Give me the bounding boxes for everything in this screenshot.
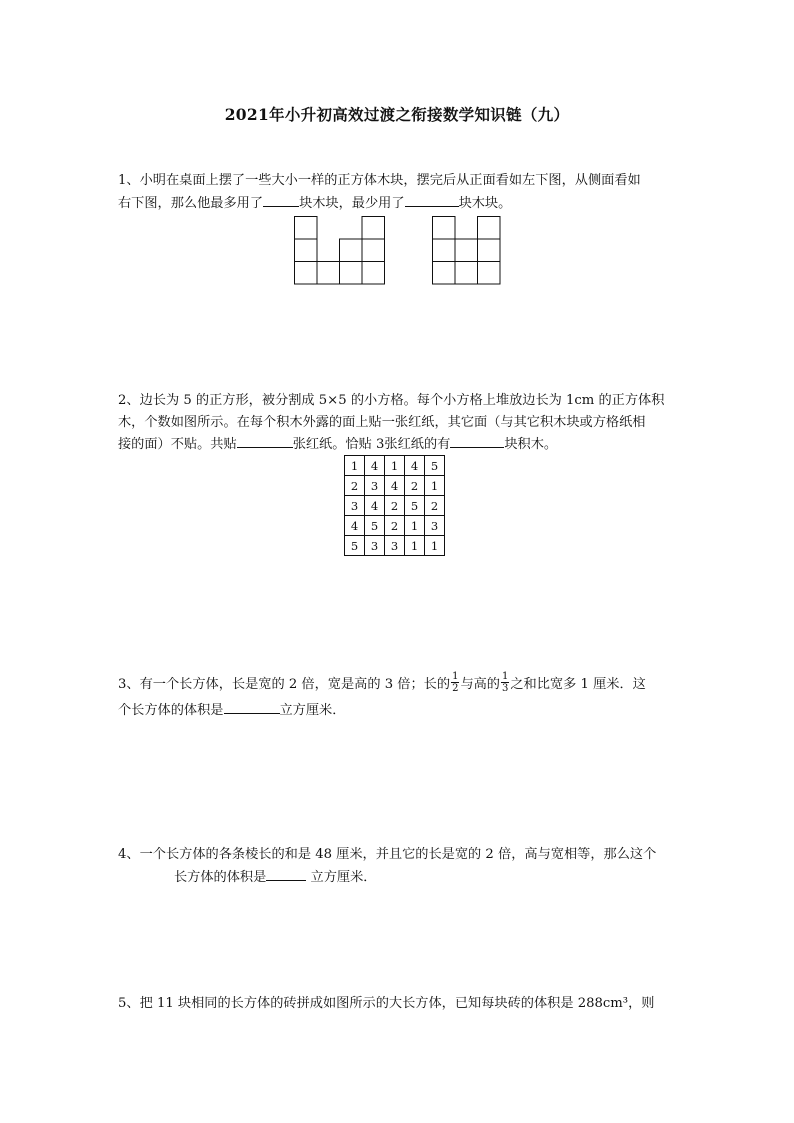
grid-cell: 4 — [405, 456, 425, 476]
grid-cell: 5 — [405, 496, 425, 516]
page-title: 2021年小升初高效过渡之衔接数学知识链（九） — [224, 105, 570, 124]
grid-cell: 2 — [425, 496, 445, 516]
grid-cell: 2 — [385, 496, 405, 516]
grid-row — [345, 456, 445, 476]
grid-row — [345, 536, 445, 556]
front-view-figure — [294, 216, 386, 286]
grid-cell: 4 — [385, 476, 405, 496]
question-3 — [118, 672, 678, 724]
grid-cell: 4 — [365, 496, 385, 516]
question-3-line-2: 个长方体的体积是 立方厘米． — [118, 698, 678, 724]
answer-blank[interactable] — [263, 192, 299, 207]
grid-cell: 3 — [425, 516, 445, 536]
question-4-line-1: 4、一个长方体的各条棱长的和是 48 厘米，并且它的长是宽的 2 倍，高与宽相等，那么这个 — [118, 847, 657, 862]
grid-cell: 1 — [425, 536, 445, 556]
grid-cell: 3 — [385, 536, 405, 556]
question-4-line-2: 长方体的体积是 立方厘米． — [118, 866, 678, 889]
answer-blank[interactable] — [237, 433, 293, 448]
grid-cell: 4 — [345, 516, 365, 536]
question-5 — [118, 993, 678, 1015]
side-view-figure — [432, 216, 502, 286]
grid-cell: 4 — [365, 456, 385, 476]
answer-blank[interactable] — [224, 699, 280, 714]
question-3-line-1: 3、有一个长方体，长是宽的 2 倍，宽是高的 3 倍；长的 $\frac{1}{2}$ 与高的 $\frac{1}{3}$ 之和比宽多 1 厘米．这 — [118, 671, 646, 694]
answer-blank[interactable] — [450, 433, 504, 448]
question-1-line-1: 1、小明在桌面上摆了一些大小一样的正方体木块，摆完后从正面看如左下图，从侧面看如 — [118, 173, 641, 188]
grid-cell: 1 — [345, 456, 365, 476]
grid-row — [345, 496, 445, 516]
grid-row — [345, 516, 445, 536]
grid-cell: 2 — [405, 476, 425, 496]
grid-cell: 1 — [425, 476, 445, 496]
grid-cell: 2 — [385, 516, 405, 536]
question-1 — [118, 170, 678, 214]
grid-cell: 3 — [345, 496, 365, 516]
question-2-line-2: 木，个数如图所示。在每个积木外露的面上贴一张红纸，其它面（与其它积木块或方格纸相 — [118, 414, 646, 430]
grid-row — [345, 476, 445, 496]
grid-cell: 3 — [365, 476, 385, 496]
grid-cell: 3 — [365, 536, 385, 556]
answer-blank[interactable] — [405, 192, 459, 207]
grid-cell: 2 — [345, 476, 365, 496]
question-4 — [118, 844, 678, 888]
question-5-line-1: 5、把 11 块相同的长方体的砖拼成如图所示的大长方体，已知每块砖的体积是 288cm³，则 — [118, 996, 655, 1011]
fraction-one-third: $\frac{1}{3}$ — [502, 671, 509, 694]
question-2-line-3: 接的面）不贴。共贴 张红纸。恰贴 3张红纸的有 块积木。 — [118, 433, 678, 456]
grid-cell: 5 — [345, 536, 365, 556]
grid-cell: 1 — [385, 456, 405, 476]
fraction-one-half: $\frac{1}{2}$ — [452, 671, 459, 694]
grid-cell: 1 — [405, 536, 425, 556]
number-grid — [344, 455, 445, 556]
question-2-line-1: 2、边长为 5 的正方形，被分割成 5×5 的小方格。每个小方格上堆放边长为 1cm 的正方体积 — [118, 393, 665, 408]
answer-blank[interactable] — [266, 866, 306, 881]
question-1-line-2: 右下图，那么他最多用了 块木块，最少用了 块木块。 — [118, 192, 678, 215]
grid-cell: 5 — [425, 456, 445, 476]
grid-cell: 1 — [405, 516, 425, 536]
grid-cell: 5 — [365, 516, 385, 536]
question-2 — [118, 390, 678, 456]
